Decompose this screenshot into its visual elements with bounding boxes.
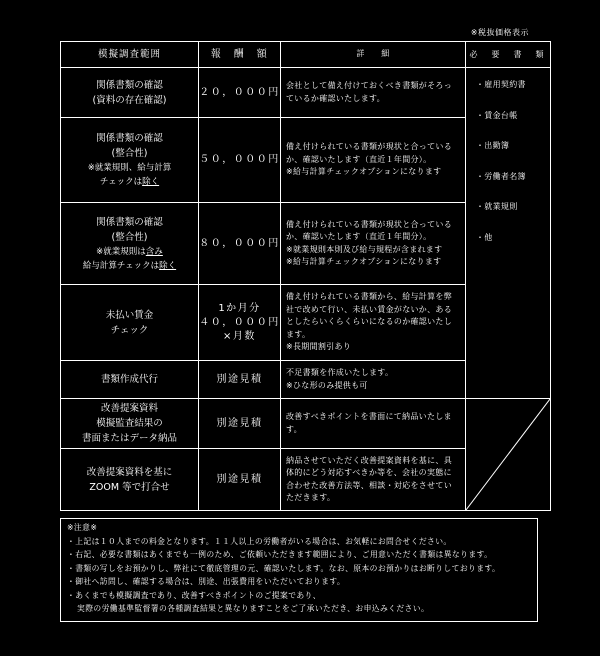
list-item: ・労働者名簿 <box>476 171 526 181</box>
detail-cell: 備え付けられている書類から、給与計算を弊社で改めて行い、未払い賃金がないか、あるとしたらいくらくらいになるのか確認いたします。 ※長期間割引あり <box>281 285 466 361</box>
range-cell: 書類作成代行 <box>61 361 199 399</box>
fee-cell: ５０，０００円 <box>199 118 281 203</box>
note-line: ・あくまでも模擬調査であり、改善すべきポイントのご提案であり、 <box>67 590 321 600</box>
range-cell: 改善提案資料を基に ZOOM 等で打合せ <box>61 449 199 511</box>
list-item: ・賃金台帳 <box>476 110 518 120</box>
note-line: ・書類の写しをお預かりし、弊社にて徹底管理の元、確認いたします。なお、原本のお預かりはお断りしております。 <box>67 563 501 573</box>
detail-cell: 備え付けられている書類が現状と合っているか、確認いたします（直近１年間分）。 ※就業規則本則及び給与規程が含まれます ※給与計算チェックオプションになります <box>281 203 466 285</box>
list-item: ・他 <box>476 232 493 242</box>
detail-cell: 改善すべきポイントを書面にて納品いたします。 <box>281 399 466 449</box>
detail-cell: 会社として備え付けておくべき書類がそろっているか確認いたします。 <box>281 68 466 118</box>
range-cell: 関係書類の確認 (整合性) ※就業規則、給与計算 チェックは除く <box>61 118 199 203</box>
header-detail: 詳 細 <box>281 42 466 68</box>
fee-cell: ２０，０００円 <box>199 68 281 118</box>
table-row <box>61 399 551 449</box>
note-line: 実際の労働基準監督署の各種調査結果と異なりますことをご了承いただき、お申込みください。 <box>77 604 430 613</box>
fee-cell: 1か月分 ４０，０００円 ×月数 <box>199 285 281 361</box>
range-cell: 関係書類の確認 (資料の存在確認) <box>61 68 199 118</box>
header-range: 模擬調査範囲 <box>61 42 199 68</box>
table-row <box>61 68 551 118</box>
required-docs-list <box>466 68 550 261</box>
notes-box <box>60 518 538 622</box>
detail-cell: 納品させていただく改善提案資料を基に、具体的にどう対応すべきか等を、会社の実態に合わせた改善方法等、相談・対応をさせていただきます。 <box>281 449 466 511</box>
notes-title: ※注意※ <box>67 523 98 532</box>
range-cell: 未払い賃金 チェック <box>61 285 199 361</box>
fee-cell: 別途見積 <box>199 449 281 511</box>
diagonal-strike-line <box>466 399 550 510</box>
detail-cell: 不足書類を作成いたします。 ※ひな形のみ提供も可 <box>281 361 466 399</box>
list-item: ・出勤簿 <box>476 141 510 150</box>
range-cell: 関係書類の確認 (整合性) ※就業規則は含み 給与計算チェックは除く <box>61 203 199 285</box>
table-header-row <box>61 42 551 68</box>
note-line: ・上記は１０人までの料金となります。１１人以上の労働者がいる場合は、お気軽にお問合せください。 <box>67 536 452 546</box>
note-line: ・御社へ訪問し、確認する場合は、別途、出張費用をいただいております。 <box>67 577 346 586</box>
pricing-table <box>60 41 551 511</box>
range-cell: 改善提案資料 模擬監査結果の 書面またはデータ納品 <box>61 399 199 449</box>
fee-cell: 別途見積 <box>199 399 281 449</box>
header-docs: 必 要 書 類 <box>466 42 551 68</box>
list-item: ・就業規則 <box>476 202 518 211</box>
fee-cell: ８０，０００円 <box>199 203 281 285</box>
detail-cell: 備え付けられている書類が現状と合っているか、確認いたします（直近１年間分）。 ※給与計算チェックオプションになります <box>281 118 466 203</box>
empty-docs-cell <box>466 399 551 511</box>
note-line: ・右記、必要な書類はあくまでも一例のため、ご依頼いただきます範囲により、ご用意いただく書類は異なります。 <box>67 550 493 559</box>
tax-note: ※税抜価格表示 <box>470 28 529 37</box>
list-item: ・雇用契約書 <box>476 80 526 89</box>
header-fee: 報 酬 額 <box>199 42 281 68</box>
required-docs-cell <box>466 68 551 399</box>
fee-cell: 別途見積 <box>199 361 281 399</box>
